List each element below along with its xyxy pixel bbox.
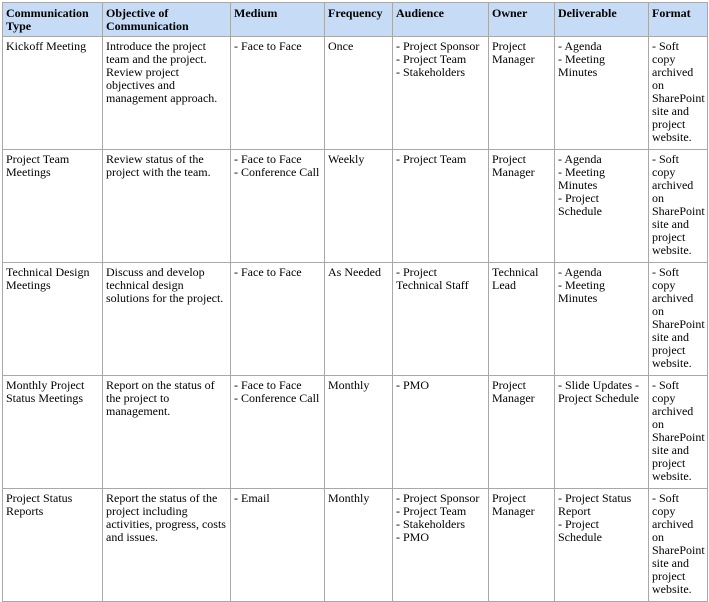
deliverable-line: - Project Schedule bbox=[558, 191, 602, 218]
header-format: Format bbox=[649, 3, 708, 37]
deliverable-line: - Meeting Minutes bbox=[558, 165, 605, 192]
cell-deliverable bbox=[555, 37, 649, 150]
medium-line: - Face to Face bbox=[234, 378, 302, 392]
deliverable-line: - Meeting Minutes bbox=[558, 278, 605, 305]
cell-type: Monthly Project Status Meetings bbox=[3, 376, 103, 489]
medium-line: - Email bbox=[234, 491, 270, 505]
table-row bbox=[3, 150, 708, 263]
cell-format: - Soft copy archived on SharePoint site and project website. bbox=[649, 37, 708, 150]
cell-type: Kickoff Meeting bbox=[3, 37, 103, 150]
cell-audience bbox=[393, 376, 489, 489]
header-audience: Audience bbox=[393, 3, 489, 37]
deliverable-line: - Slide Updates - Project Schedule bbox=[558, 378, 639, 405]
header-deliverable: Deliverable bbox=[555, 3, 649, 37]
cell-medium bbox=[231, 263, 325, 376]
audience-line: - Project Team bbox=[396, 152, 467, 166]
header-medium: Medium bbox=[231, 3, 325, 37]
cell-audience bbox=[393, 263, 489, 376]
header-owner: Owner bbox=[489, 3, 555, 37]
cell-format: - Soft copy archived on SharePoint site and project website. bbox=[649, 263, 708, 376]
cell-deliverable bbox=[555, 489, 649, 602]
cell-audience bbox=[393, 150, 489, 263]
cell-frequency: As Needed bbox=[325, 263, 393, 376]
cell-audience bbox=[393, 489, 489, 602]
cell-deliverable bbox=[555, 376, 649, 489]
audience-line: - Stakeholders bbox=[396, 65, 465, 79]
cell-objective: Introduce the project team and the project. Review project objectives and management approach. bbox=[103, 37, 231, 150]
cell-objective: Review status of the project with the team. bbox=[103, 150, 231, 263]
cell-medium bbox=[231, 489, 325, 602]
cell-owner: Project Manager bbox=[489, 376, 555, 489]
header-objective: Objective of Communication bbox=[103, 3, 231, 37]
cell-frequency: Monthly bbox=[325, 489, 393, 602]
cell-frequency: Monthly bbox=[325, 376, 393, 489]
communication-plan-table bbox=[2, 2, 708, 602]
deliverable-line: - Project Status Report bbox=[558, 491, 632, 518]
cell-owner: Project Manager bbox=[489, 150, 555, 263]
cell-owner: Technical Lead bbox=[489, 263, 555, 376]
audience-line: - Project Sponsor bbox=[396, 39, 480, 53]
medium-line: - Conference Call bbox=[234, 165, 320, 179]
audience-line: - Stakeholders bbox=[396, 517, 465, 531]
cell-objective: Report on the status of the project to management. bbox=[103, 376, 231, 489]
audience-line: - Project Sponsor bbox=[396, 491, 480, 505]
table-row bbox=[3, 263, 708, 376]
table-row bbox=[3, 489, 708, 602]
cell-medium bbox=[231, 376, 325, 489]
header-frequency: Frequency bbox=[325, 3, 393, 37]
deliverable-line: - Project Schedule bbox=[558, 517, 602, 544]
header-communication-type: Communication Type bbox=[3, 3, 103, 37]
table-row bbox=[3, 37, 708, 150]
cell-medium bbox=[231, 150, 325, 263]
cell-owner: Project Manager bbox=[489, 37, 555, 150]
cell-frequency: Once bbox=[325, 37, 393, 150]
deliverable-line: - Agenda bbox=[558, 39, 602, 53]
cell-deliverable bbox=[555, 263, 649, 376]
cell-owner: Project Manager bbox=[489, 489, 555, 602]
header-row bbox=[3, 3, 708, 37]
cell-type: Technical Design Meetings bbox=[3, 263, 103, 376]
cell-frequency: Weekly bbox=[325, 150, 393, 263]
cell-deliverable bbox=[555, 150, 649, 263]
cell-medium bbox=[231, 37, 325, 150]
table-row bbox=[3, 376, 708, 489]
audience-line: - Project Technical Staff bbox=[396, 265, 469, 292]
cell-objective: Report the status of the project including activities, progress, costs and issues. bbox=[103, 489, 231, 602]
deliverable-line: - Agenda bbox=[558, 265, 602, 279]
audience-line: - PMO bbox=[396, 530, 430, 544]
cell-format: - Soft copy archived on SharePoint site and project website. bbox=[649, 376, 708, 489]
cell-format: - Soft copy archived on SharePoint site and project website. bbox=[649, 489, 708, 602]
audience-line: - PMO bbox=[396, 378, 430, 392]
cell-type: Project Status Reports bbox=[3, 489, 103, 602]
cell-type: Project Team Meetings bbox=[3, 150, 103, 263]
cell-format: - Soft copy archived on SharePoint site and project website. bbox=[649, 150, 708, 263]
medium-line: - Face to Face bbox=[234, 265, 302, 279]
medium-line: - Face to Face bbox=[234, 152, 302, 166]
medium-line: - Conference Call bbox=[234, 391, 320, 405]
medium-line: - Face to Face bbox=[234, 39, 302, 53]
deliverable-line: - Agenda bbox=[558, 152, 602, 166]
audience-line: - Project Team bbox=[396, 52, 467, 66]
audience-line: - Project Team bbox=[396, 504, 467, 518]
cell-audience bbox=[393, 37, 489, 150]
cell-objective: Discuss and develop technical design solutions for the project. bbox=[103, 263, 231, 376]
deliverable-line: - Meeting Minutes bbox=[558, 52, 605, 79]
